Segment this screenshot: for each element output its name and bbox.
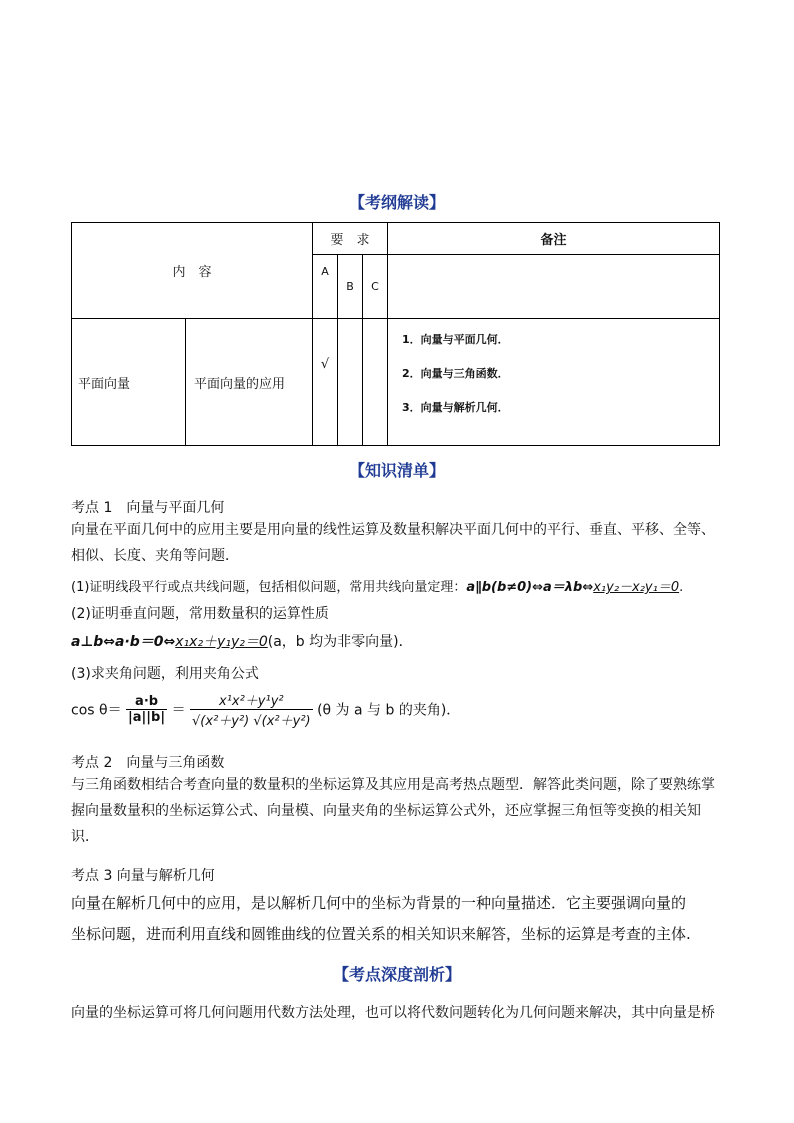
note-header-cell <box>388 223 720 255</box>
kp1-item2-formula-line <box>71 631 413 651</box>
cos-formula: cos θ＝ $\frac{a\cdot b}{|a||b|}$ ＝ $\frac{\text{x¹x²＋y¹y²}}{\text{√(x²＋y²) √(x²＋y²)}}$ (θ 为 a 与 b 的夹角)． <box>71 690 460 730</box>
kp1-item2: (2)证明垂直问题，常用数量积的运算性质 <box>71 606 329 622</box>
note-item: 3．向量与解析几何． <box>402 401 509 414</box>
kp3-body <box>71 888 726 950</box>
frac1-denominator: |a||b| <box>128 710 166 725</box>
fraction-vector <box>126 694 167 725</box>
frac2-denominator: √(x²＋y²) √(x²＋y²) <box>192 714 311 729</box>
kp1-item1: (1)证明线段平行或点共线问题，包括相似问题，常用共线向量定理：a∥b(b≠0)⇔a＝λb⇔x₁y₂－x₂y₁＝0. <box>71 580 684 595</box>
note-item: 2．向量与三角函数． <box>402 367 509 380</box>
knowledge-heading: 【知识清单】 <box>348 461 445 480</box>
content-header: 内 容 <box>172 265 212 280</box>
item1-formula: a∥b(b≠0)⇔a＝λb⇔ <box>466 580 594 595</box>
kp1-intro <box>71 517 726 569</box>
item2-formula: a⊥b⇔a·b＝0⇔ <box>71 634 176 650</box>
kp3-line: 向量在解析几何中的应用，是以解析几何中的坐标为背景的一种向量描述．它主要强调向量的 <box>71 894 687 912</box>
kp1-intro-line: 向量在平面几何中的应用主要是用向量的线性运算及数量积解决平面几何中的平行、垂直、平移、全等、 <box>71 522 715 538</box>
frac1-numerator: a·b <box>126 694 167 710</box>
kp2-line: 握向量数量积的坐标运算公式、向量模、向量夹角的坐标运算公式外，还应掌握三角恒等变换的相关知 <box>71 803 701 819</box>
row-subtopic: 平面向量的应用 <box>194 376 286 392</box>
cos-tail: (θ 为 a 与 b 的夹角)． <box>317 702 461 719</box>
kp3-line: 坐标问题，进而利用直线和圆锥曲线的位置关系的相关知识来解答，坐标的运算是考查的主体. <box>71 925 691 943</box>
kp2-title: 考点 2 向量与三角函数 <box>71 755 225 771</box>
fraction-coordinates <box>190 690 313 729</box>
level-c: C <box>363 255 388 319</box>
content-header-cell <box>72 223 313 319</box>
kp1-intro-line: 相似、长度、夹角等问题． <box>71 548 239 564</box>
item2-result: x₁x₂＋y₁y₂＝0 <box>175 634 268 650</box>
note-header: 备注 <box>540 233 567 248</box>
syllabus-heading: 【考纲解读】 <box>348 193 445 212</box>
mark-cell-a <box>313 319 338 446</box>
item2-tail: (a，b 均为非零向量)． <box>267 634 413 650</box>
kp3-title: 考点 3 向量与解析几何 <box>71 868 215 884</box>
checkmark: √ <box>320 357 330 372</box>
mark-cell-c <box>363 319 388 446</box>
row-topic: 平面向量 <box>78 376 131 392</box>
analysis-line: 向量的坐标运算可将几何问题用代数方法处理，也可以将代数问题转化为几何问题来解决，其中向量是桥 <box>71 1005 715 1021</box>
kp2-line: 识． <box>71 829 99 845</box>
kp1-item3: (3)求夹角问题，利用夹角公式 <box>71 666 259 682</box>
note-empty-cell <box>388 255 720 319</box>
item1-text: (1)证明线段平行或点共线问题，包括相似问题，常用共线向量定理： <box>71 580 467 595</box>
level-a: A <box>313 255 338 319</box>
note-item: 1．向量与平面几何． <box>402 333 509 346</box>
frac2-numerator: x¹x²＋y¹y² <box>190 690 313 710</box>
syllabus-table <box>71 222 720 446</box>
kp2-line: 与三角函数相结合考查向量的数量积的坐标运算及其应用是高考热点题型．解答此类问题，除了要熟练掌 <box>71 777 715 793</box>
topic-cell <box>72 319 186 446</box>
analysis-heading: 【考点深度剖析】 <box>332 965 461 984</box>
item1-result: x₁y₂－x₂y₁＝0 <box>593 580 680 595</box>
cos-lhs: cos θ＝ <box>71 702 122 719</box>
level-b: B <box>338 255 363 319</box>
notes-cell <box>388 319 720 446</box>
kp1-title: 考点 1 向量与平面几何 <box>71 500 225 516</box>
kp2-body <box>71 772 726 850</box>
requirement-header-cell <box>313 223 388 255</box>
subtopic-cell <box>186 319 313 446</box>
mark-cell-b <box>338 319 363 446</box>
requirement-header: 要 求 <box>330 233 370 248</box>
